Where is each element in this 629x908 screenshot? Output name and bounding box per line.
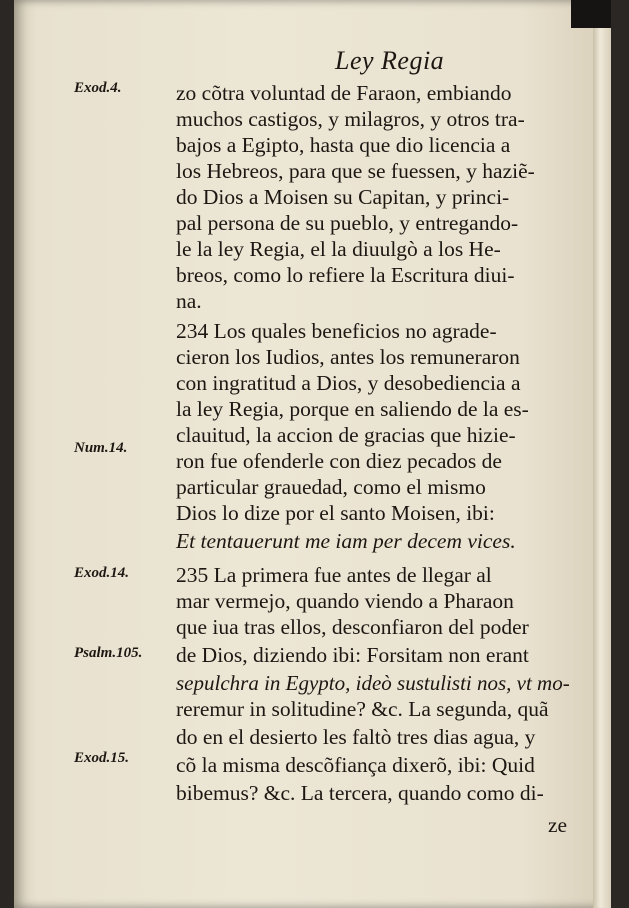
text-line: particular grauedad, como el mismo <box>176 475 486 499</box>
text-line: cieron los Iudios, antes los remuneraron <box>176 345 520 369</box>
text-line: muchos castigos, y milagros, y otros tra- <box>176 107 525 131</box>
latin-quotation: sepulchra in Egypto, ideò sustulisti nos, vt mo- <box>176 671 570 695</box>
text-line: bibemus? &c. La tercera, quando como di- <box>176 781 544 805</box>
margin-note: Exod.14. <box>74 565 130 581</box>
text-line: mar vermejo, quando viendo a Pharaon <box>176 589 514 613</box>
margin-note: Exod.15. <box>74 750 130 766</box>
margin-note: Num.14. <box>74 440 128 456</box>
text-line: bajos a Egipto, hasta que dio licencia a <box>176 133 511 157</box>
dark-background-corner <box>571 0 611 28</box>
text-line: reremur in solitudine? &c. La segunda, quã <box>176 697 549 721</box>
paragraph-235-start: 235 La primera fue antes de llegar al <box>176 563 492 587</box>
text-line: breos, como lo refiere la Escritura diui- <box>176 263 515 287</box>
text-line: ron fue ofenderle con diez pecados de <box>176 449 502 473</box>
text-line: clauitud, la accion de gracias que hizie- <box>176 423 516 447</box>
text-line: los Hebreos, para que se fuessen, y haziẽ- <box>176 159 535 183</box>
text-line: que iua tras ellos, desconfiaron del poder <box>176 615 529 639</box>
margin-note: Exod.4. <box>74 80 122 96</box>
text-line: la ley Regia, porque en saliendo de la es- <box>176 397 529 421</box>
text-line: de Dios, diziendo ibi: Forsitam non erant <box>176 643 529 667</box>
text-line: Dios lo dize por el santo Moisen, ibi: <box>176 501 495 525</box>
text-line: do en el desierto les faltò tres dias agua, y <box>176 725 536 749</box>
text-line: pal persona de su pueblo, y entregando- <box>176 211 519 235</box>
margin-note: Psalm.105. <box>74 645 143 661</box>
text-line: cõ la misma descõfiança dixerõ, ibi: Quid <box>176 753 535 777</box>
text-line: na. <box>176 289 202 313</box>
latin-quotation: Et tentauerunt me iam per decem vices. <box>176 529 516 553</box>
text-line: con ingratitud a Dios, y desobediencia a <box>176 371 521 395</box>
text-line: do Dios a Moisen su Capitan, y princi- <box>176 185 510 209</box>
running-head: Ley Regia <box>335 46 445 75</box>
catchword: ze <box>548 813 568 837</box>
text-line: le la ley Regia, el la diuulgò a los He- <box>176 237 501 261</box>
paragraph-234-start: 234 Los quales beneficios no agrade- <box>176 319 497 343</box>
text-line: zo cõtra voluntad de Faraon, embiando <box>176 81 512 105</box>
page-edge <box>593 28 611 908</box>
